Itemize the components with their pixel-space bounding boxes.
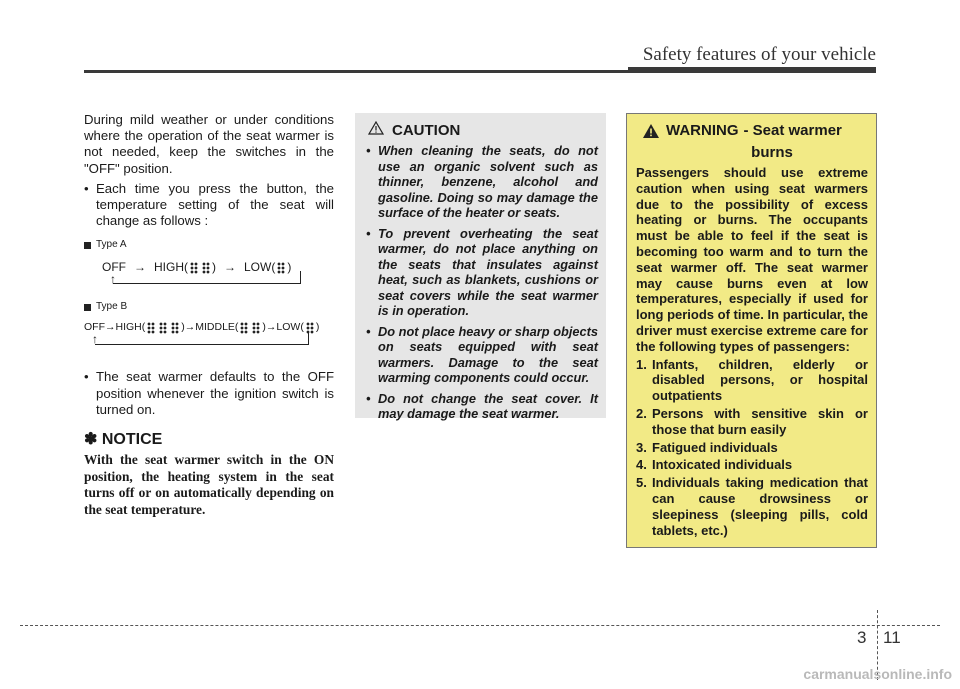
bullet-text: Each time you press the button, the temperature setting of the seat will change as follows : — [96, 180, 334, 229]
warning-list — [636, 357, 868, 539]
arrow-right-icon: → — [134, 260, 146, 275]
watermark: carmanualsonline.info — [803, 666, 952, 682]
type-b-tag — [84, 299, 334, 315]
header-rule-accent — [628, 67, 876, 73]
caution-item-text: When cleaning the seats, do not use an organic solvent such as thinner, benzene, alcohol and gasoline. Doing so may damage the surface of the heater or seats. — [378, 143, 598, 220]
item-number: 2. — [636, 405, 647, 421]
warning-label: WARNING — [666, 122, 739, 139]
caution-item — [366, 391, 598, 422]
middle-label: MIDDLE( — [195, 321, 239, 334]
left-column — [84, 112, 334, 519]
item-text: Persons with sensitive skin or those that burn easily — [652, 405, 868, 437]
warning-intro: Passengers should use extreme caution when using seat warmers due to the possibility of excess heating or burns. The occupants must be able to feel if the seat is becoming too warm and to turn the seat warmer off. The seat warmer may cause burns even at low temperatures, especially if used for long periods of time. In particular, the driver must exercise extreme care for the following types of passengers: — [636, 165, 868, 354]
low-label: LOW( — [244, 260, 276, 275]
notice-star-icon: ✽ — [84, 431, 98, 449]
header-title: Safety features of your vehicle — [642, 44, 876, 65]
bullet-dot: • — [366, 225, 371, 241]
page-number: 11 — [883, 628, 901, 647]
caution-item-text: Do not change the seat cover. It may damage the seat warmer. — [378, 390, 598, 421]
arrow-right-icon: → — [105, 321, 116, 334]
notice-title: NOTICE — [101, 431, 163, 449]
item-number: 4. — [636, 457, 647, 473]
warning-list-item — [636, 440, 868, 456]
bullet-dot: • — [366, 323, 371, 339]
item-number: 1. — [636, 356, 647, 372]
caution-item — [366, 143, 598, 221]
notice-heading — [84, 432, 334, 448]
square-bullet-icon — [84, 242, 91, 249]
item-number: 5. — [636, 475, 647, 491]
off-label: OFF — [102, 260, 126, 275]
high-label: HIGH( — [154, 260, 188, 275]
close-paren: ) — [181, 321, 185, 334]
warning-list-item — [636, 475, 868, 538]
warning-triangle-icon — [642, 123, 660, 144]
type-a-label: Type A — [96, 239, 127, 251]
item-text: Individuals taking medication that can cause drowsiness or sleepiness (sleeping pills, cold tablets, etc.) — [652, 475, 868, 538]
warning-triangle-icon — [368, 121, 384, 139]
caution-heading — [368, 121, 598, 139]
warning-subtitle-cont: burns — [751, 144, 793, 161]
low-label: LOW( — [276, 321, 304, 334]
item-text: Fatigued individuals — [652, 439, 778, 455]
bullet-dot: • — [84, 369, 89, 385]
type-a-diagram — [84, 237, 334, 299]
bullet-dot: • — [366, 390, 371, 406]
close-paren: ) — [262, 321, 266, 334]
arrow-right-icon: → — [224, 260, 236, 275]
type-b-diagram — [84, 299, 334, 365]
type-a-loop-line — [113, 271, 301, 284]
chapter-number: 3 — [857, 628, 867, 647]
item-text: Intoxicated individuals — [652, 457, 793, 473]
close-paren: ) — [315, 321, 320, 334]
warning-list-item — [636, 357, 868, 404]
warning-box — [626, 113, 877, 548]
notice-body: With the seat warmer switch in the ON position, the heating system in the seat turns off or on automatically depending on the seat temperature. — [84, 452, 334, 518]
caution-item-text: To prevent overheating the seat warmer, do not place anything on the seats that insulates against heat, such as blankets, cushions or seat covers while the seat warmer is in operation. — [378, 225, 598, 318]
off-label: OFF — [84, 321, 105, 334]
type-b-label: Type B — [96, 301, 128, 313]
caution-box — [355, 113, 606, 421]
warning-list-item — [636, 457, 868, 473]
intro-paragraph: During mild weather or under conditions where the operation of the seat warmer is not needed, keep the switches in the "OFF" position. — [84, 112, 334, 176]
arrow-up-icon: ↑ — [110, 272, 116, 287]
close-paren: ) — [212, 260, 216, 275]
bullet-item — [84, 181, 334, 230]
bullet-dot: • — [84, 180, 89, 196]
item-text: Infants, children, elderly or disabled persons, or hospital outpatients — [652, 356, 868, 404]
bullet-item — [84, 369, 334, 418]
arrow-right-icon: → — [265, 321, 277, 334]
type-b-loop-line — [95, 331, 309, 345]
caution-title: CAUTION — [392, 121, 461, 139]
bullet-dot: • — [366, 143, 371, 158]
square-bullet-icon — [84, 304, 91, 311]
type-a-tag — [84, 237, 334, 253]
warning-heading — [636, 122, 868, 144]
close-paren: ) — [287, 260, 292, 275]
caution-item-text: Do not place heavy or sharp objects on seats equipped with seat warmers. Damage to the seat warming components could occur. — [378, 323, 598, 385]
footer-rule — [20, 625, 940, 626]
caution-item — [366, 324, 598, 386]
high-label: HIGH( — [115, 321, 146, 334]
arrow-up-icon: ↑ — [92, 332, 98, 347]
item-number: 3. — [636, 439, 647, 455]
warning-list-item — [636, 406, 868, 438]
bullet-text: The seat warmer defaults to the OFF position whenever the ignition switch is turned on. — [96, 369, 334, 417]
warning-subtitle: - Seat warmer — [743, 122, 842, 139]
caution-item — [366, 226, 598, 319]
arrow-right-icon: → — [184, 321, 196, 334]
